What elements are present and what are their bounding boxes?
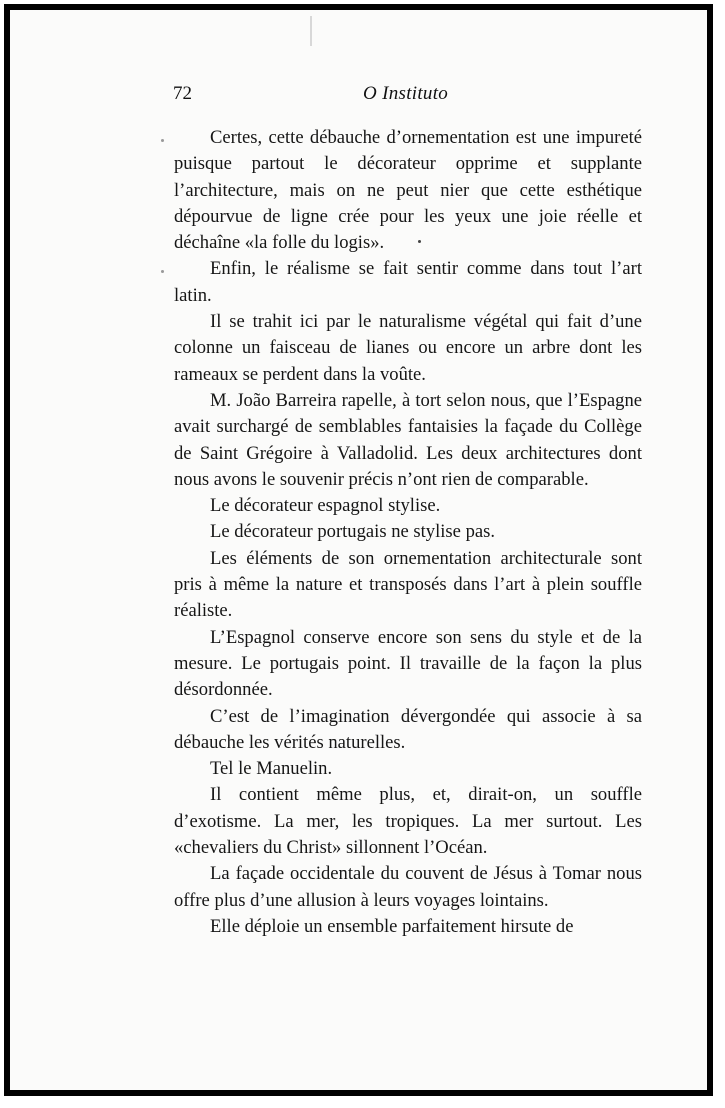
paragraph: Il se trahit ici par le naturalisme végétal qui fait d’une colonne un faisceau de lianes ou encore un arbre dont les rameaux se perdent dans la voûte. bbox=[174, 311, 642, 385]
body-text bbox=[174, 125, 642, 940]
ink-speck bbox=[161, 139, 164, 142]
paragraph: Le décorateur portugais ne stylise pas. bbox=[210, 521, 496, 543]
paragraph: L’Espagnol conserve encore son sens du style et de la mesure. Le portugais point. Il travaille de la façon la plus désordonnée. bbox=[174, 626, 642, 701]
paragraph: Enfin, le réalisme se fait sentir comme dans tout l’art latin. bbox=[174, 258, 642, 306]
paragraph: Les éléments de son ornementation architecturale sont pris à même la nature et transposés dans l’art à plein souffle réaliste. bbox=[174, 547, 642, 622]
page-header bbox=[173, 83, 643, 107]
paragraph: Il contient même plus, et, dirait-on, un souffle d’exotisme. La mer, les tropiques. La mer surtout. Les «chevaliers du Christ» sillonnent l’Océan. bbox=[174, 784, 642, 859]
ink-speck bbox=[418, 240, 421, 243]
paragraph: M. João Barreira rapelle, à tort selon nous, que l’Espagne avait surchargé de semblables fantaisies la façade du Collège de Saint Grégoire à Valladolid. Les deux architectures dont nous avons le souvenir précis n’ont rien de comparable. bbox=[174, 389, 642, 490]
ink-speck bbox=[161, 270, 164, 273]
running-title: O Instituto bbox=[363, 83, 449, 104]
paragraph: La façade occidentale du couvent de Jésus à Tomar nous offre plus d’une allusion à leurs voyages lointains. bbox=[174, 863, 642, 911]
page-number: 72 bbox=[173, 83, 192, 104]
paragraph: C’est de l’imagination dévergondée qui associe à sa débauche les vérités naturelles. bbox=[174, 705, 642, 753]
paragraph: Tel le Manuelin. bbox=[210, 758, 333, 780]
scan-mark bbox=[310, 16, 312, 46]
paragraph: Certes, cette débauche d’ornementation est une impureté puisque partout le décorateur opprime et supplante l’architecture, mais on ne peut nier que cette esthétique dépourvue de ligne crée pour les yeux une joie réelle et déchaîne «la folle du logis». bbox=[174, 127, 642, 254]
paragraph: Le décorateur espagnol stylise. bbox=[210, 495, 441, 517]
paragraph: Elle déploie un ensemble parfaitement hirsute de bbox=[210, 915, 574, 937]
